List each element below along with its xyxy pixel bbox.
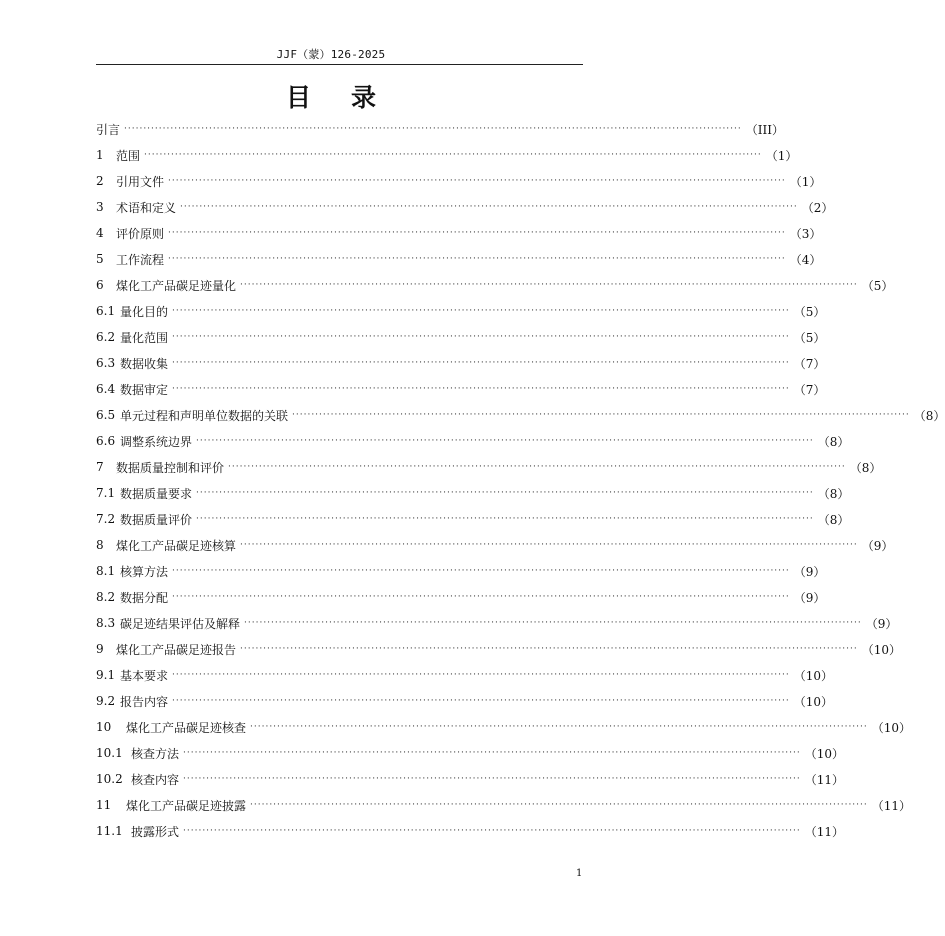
toc-entry-page: （4） bbox=[789, 252, 822, 267]
toc-entry-page: （10） bbox=[804, 746, 845, 761]
dot-leader: ································································································································································ bbox=[196, 488, 814, 498]
toc-entry-title: 数据分配 bbox=[120, 590, 169, 605]
dot-leader: ································································································································································ bbox=[183, 774, 801, 784]
toc-entry-number: 9.2 bbox=[96, 694, 116, 708]
dot-leader: ································································································································································ bbox=[196, 436, 814, 446]
toc-entry-number: 6 bbox=[96, 278, 104, 292]
toc-entry-page: （9） bbox=[793, 590, 826, 605]
dot-leader: ································································································································································ bbox=[172, 358, 790, 368]
toc-entry[interactable] bbox=[96, 324, 826, 350]
toc-entry-title: 报告内容 bbox=[120, 694, 169, 709]
toc-entry-number: 6.3 bbox=[96, 356, 116, 370]
toc-entry-page: （3） bbox=[789, 226, 822, 241]
toc-entry-number: 8.3 bbox=[96, 616, 116, 630]
toc-entry-page: （10） bbox=[793, 668, 834, 683]
toc-entry[interactable] bbox=[96, 480, 850, 506]
dot-leader: ································································································································································ bbox=[228, 462, 846, 472]
toc-entry-page: （8） bbox=[817, 512, 850, 527]
toc-entry-title: 煤化工产品碳足迹核算 bbox=[116, 538, 237, 553]
toc-entry-title: 核查内容 bbox=[131, 772, 180, 787]
dot-leader: ································································································································································ bbox=[172, 696, 790, 706]
toc-entry-number: 6.5 bbox=[96, 408, 116, 422]
toc-entry[interactable] bbox=[96, 532, 894, 558]
toc-entry-page: （8） bbox=[817, 434, 850, 449]
toc-entry-page: （7） bbox=[793, 356, 826, 371]
toc-entry[interactable] bbox=[96, 584, 826, 610]
dot-leader: ································································································································································ bbox=[244, 618, 862, 628]
toc-entry-page: （8） bbox=[817, 486, 850, 501]
toc-entry-title: 煤化工产品碳足迹核查 bbox=[126, 720, 247, 735]
toc-entry-page: （1） bbox=[789, 174, 822, 189]
dot-leader: ································································································································································ bbox=[172, 306, 790, 316]
toc-entry-number: 2 bbox=[96, 174, 104, 188]
toc-entry[interactable] bbox=[96, 272, 894, 298]
toc-entry[interactable] bbox=[96, 116, 784, 142]
dot-leader: ································································································································································ bbox=[168, 254, 786, 264]
toc-entry-page: （7） bbox=[793, 382, 826, 397]
toc-entry-title: 基本要求 bbox=[120, 668, 169, 683]
document-code-header: JJF（蒙）126-2025 bbox=[276, 48, 386, 61]
toc-entry[interactable] bbox=[96, 506, 850, 532]
toc-entry-page: （11） bbox=[871, 798, 912, 813]
toc-entry-title: 引用文件 bbox=[116, 174, 165, 189]
toc-entry[interactable] bbox=[96, 350, 826, 376]
dot-leader: ································································································································································ bbox=[240, 540, 858, 550]
toc-entry-number: 9.1 bbox=[96, 668, 116, 682]
dot-leader: ································································································································································ bbox=[250, 800, 868, 810]
toc-entry-number: 11 bbox=[96, 798, 112, 812]
toc-entry[interactable] bbox=[96, 246, 822, 272]
toc-entry-number: 4 bbox=[96, 226, 104, 240]
toc-entry-number: 7 bbox=[96, 460, 104, 474]
toc-entry-title: 数据审定 bbox=[120, 382, 169, 397]
toc-entry-number: 10 bbox=[96, 720, 112, 734]
dot-leader: ································································································································································ bbox=[168, 228, 786, 238]
toc-entry-number: 3 bbox=[96, 200, 104, 214]
toc-entry-page: （9） bbox=[793, 564, 826, 579]
toc-entry[interactable] bbox=[96, 402, 945, 428]
toc-entry-number: 6.1 bbox=[96, 304, 116, 318]
toc-entry[interactable] bbox=[96, 714, 912, 740]
toc-entry[interactable] bbox=[96, 610, 898, 636]
toc-entry[interactable] bbox=[96, 142, 798, 168]
toc-entry[interactable] bbox=[96, 220, 822, 246]
toc-entry[interactable] bbox=[96, 662, 834, 688]
dot-leader: ································································································································································ bbox=[172, 670, 790, 680]
toc-entry-number: 7.2 bbox=[96, 512, 116, 526]
dot-leader: ································································································································································ bbox=[172, 332, 790, 342]
toc-entry[interactable] bbox=[96, 740, 845, 766]
toc-entry[interactable] bbox=[96, 168, 822, 194]
toc-entry-page: （8） bbox=[849, 460, 882, 475]
dot-leader: ································································································································································ bbox=[168, 176, 786, 186]
toc-entry-title: 数据质量要求 bbox=[120, 486, 193, 501]
toc-entry[interactable] bbox=[96, 636, 902, 662]
dot-leader: ································································································································································ bbox=[172, 384, 790, 394]
toc-entry-page: （10） bbox=[871, 720, 912, 735]
dot-leader: ································································································································································ bbox=[172, 592, 790, 602]
dot-leader: ································································································································································ bbox=[240, 280, 858, 290]
toc-title: 目录 bbox=[285, 83, 416, 112]
toc-entry-page: （8） bbox=[913, 408, 945, 423]
toc-entry-page: （11） bbox=[804, 772, 845, 787]
toc-entry-page: （9） bbox=[865, 616, 898, 631]
toc-entry-number: 10.1 bbox=[96, 746, 123, 760]
toc-entry-title: 工作流程 bbox=[116, 252, 165, 267]
toc-entry-page: （10） bbox=[793, 694, 834, 709]
toc-entry[interactable] bbox=[96, 454, 882, 480]
dot-leader: ································································································································································ bbox=[180, 202, 798, 212]
header-divider bbox=[96, 64, 583, 65]
toc-entry-page: （2） bbox=[801, 200, 834, 215]
toc-entry-title: 量化范围 bbox=[120, 330, 169, 345]
toc-entry-number: 8 bbox=[96, 538, 104, 552]
toc-entry-number: 6.4 bbox=[96, 382, 116, 396]
toc-entry-number: 8.1 bbox=[96, 564, 116, 578]
toc-entry-title: 煤化工产品碳足迹报告 bbox=[116, 642, 237, 657]
toc-entry-page: （5） bbox=[793, 330, 826, 345]
toc-entry-page: （11） bbox=[804, 824, 845, 839]
toc-entry-title: 单元过程和声明单位数据的关联 bbox=[120, 408, 289, 423]
toc-entry[interactable] bbox=[96, 194, 834, 220]
dot-leader: ································································································································································ bbox=[172, 566, 790, 576]
toc-entry-title: 调整系统边界 bbox=[120, 434, 193, 449]
toc-entry-number: 6.6 bbox=[96, 434, 116, 448]
toc-entry-title: 核查方法 bbox=[131, 746, 180, 761]
dot-leader: ································································································································································ bbox=[183, 826, 801, 836]
toc-entry-title: 引言 bbox=[96, 122, 121, 137]
toc-entry-page: （III） bbox=[745, 122, 784, 137]
toc-entry-title: 范围 bbox=[116, 148, 141, 163]
dot-leader: ································································································································································ bbox=[144, 150, 762, 160]
toc-entry-page: （5） bbox=[861, 278, 894, 293]
toc-entry[interactable] bbox=[96, 558, 826, 584]
toc-entry-page: （10） bbox=[861, 642, 902, 657]
toc-entry-number: 1 bbox=[96, 148, 104, 162]
toc-entry[interactable] bbox=[96, 376, 826, 402]
dot-leader: ································································································································································ bbox=[240, 644, 858, 654]
page-number: 1 bbox=[576, 868, 583, 879]
toc-entry-number: 11.1 bbox=[96, 824, 123, 838]
toc-entry-title: 数据质量控制和评价 bbox=[116, 460, 225, 475]
dot-leader: ································································································································································ bbox=[250, 722, 868, 732]
toc-entry[interactable] bbox=[96, 298, 826, 324]
toc-entry-number: 9 bbox=[96, 642, 104, 656]
toc-entry-number: 10.2 bbox=[96, 772, 123, 786]
toc-entry[interactable] bbox=[96, 688, 834, 714]
toc-entry-title: 碳足迹结果评估及解释 bbox=[120, 616, 241, 631]
toc-entry-page: （9） bbox=[861, 538, 894, 553]
toc-entry-number: 8.2 bbox=[96, 590, 116, 604]
toc-entry-title: 数据收集 bbox=[120, 356, 169, 371]
toc-entry-page: （1） bbox=[765, 148, 798, 163]
toc-entry[interactable] bbox=[96, 818, 845, 844]
toc-entry-title: 煤化工产品碳足迹披露 bbox=[126, 798, 247, 813]
dot-leader: ································································································································································ bbox=[292, 410, 910, 420]
toc-entry-title: 量化目的 bbox=[120, 304, 169, 319]
toc-entry-number: 7.1 bbox=[96, 486, 116, 500]
toc-entry-title: 评价原则 bbox=[116, 226, 165, 241]
toc-entry-title: 术语和定义 bbox=[116, 200, 177, 215]
toc-entry[interactable] bbox=[96, 428, 850, 454]
toc-entry-title: 披露形式 bbox=[131, 824, 180, 839]
toc-entry-number: 5 bbox=[96, 252, 104, 266]
toc-entry[interactable] bbox=[96, 792, 912, 818]
toc-entry[interactable] bbox=[96, 766, 845, 792]
dot-leader: ································································································································································ bbox=[196, 514, 814, 524]
toc-entry-page: （5） bbox=[793, 304, 826, 319]
table-of-contents bbox=[96, 116, 945, 844]
toc-entry-number: 6.2 bbox=[96, 330, 116, 344]
toc-entry-title: 煤化工产品碳足迹量化 bbox=[116, 278, 237, 293]
toc-entry-title: 核算方法 bbox=[120, 564, 169, 579]
dot-leader: ································································································································································ bbox=[124, 124, 742, 134]
dot-leader: ································································································································································ bbox=[183, 748, 801, 758]
toc-entry-title: 数据质量评价 bbox=[120, 512, 193, 527]
